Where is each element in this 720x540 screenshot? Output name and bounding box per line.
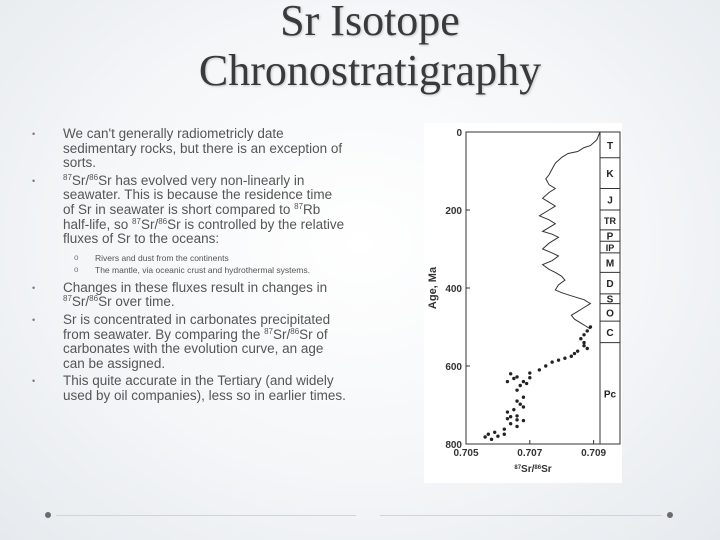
y-tick-label: 400	[445, 284, 462, 295]
bullet-text: Sr/	[140, 216, 159, 232]
bullet-list	[28, 127, 346, 404]
sr-isotope-figure	[424, 123, 622, 483]
bullet-item	[28, 281, 346, 310]
bullet-glyph: •	[32, 129, 36, 139]
divider-line	[56, 515, 356, 516]
x-tick-label: 0.707	[517, 448, 543, 459]
sample-point	[506, 380, 509, 383]
y-tick-label: 0	[456, 128, 462, 139]
superscript: 86	[89, 294, 99, 304]
bullet-text: Sr/	[273, 326, 291, 342]
superscript: 87	[294, 201, 304, 211]
bullet-text: Sr of carbonates with the evolution curve, an age can be assigned.	[63, 326, 328, 371]
bullet-text: Sr/	[71, 294, 90, 310]
title-line-2: Chronostratigraphy	[198, 46, 542, 95]
sample-point	[586, 329, 589, 332]
sample-point	[503, 427, 506, 430]
sample-point	[483, 435, 486, 438]
bullet-text: We can't generally radiometricly date sedimentary rocks, but there is an exception of sorts.	[63, 126, 343, 171]
title-line-1: Sr Isotope	[280, 0, 460, 45]
sample-point	[493, 431, 496, 434]
period-label: D	[606, 279, 614, 291]
bullet-item	[28, 374, 346, 403]
y-tick-label: 600	[445, 362, 462, 373]
sample-point	[487, 433, 490, 436]
sample-point	[509, 372, 512, 375]
slide-title	[60, 0, 680, 96]
sample-point	[525, 382, 528, 385]
sample-point	[509, 415, 512, 418]
period-label: Pc	[603, 389, 617, 401]
sample-point	[582, 333, 585, 336]
x-axis-label: $^{87}$Sr/$^{86}$Sr	[514, 464, 552, 475]
bullet-text: This quite accurate in the Tertiary (and widely used by oil companies), less so in earlier times.	[63, 373, 346, 403]
sample-point	[570, 355, 573, 358]
x-tick-label: 0.709	[581, 448, 607, 459]
sample-point	[515, 414, 518, 417]
sample-point	[515, 399, 518, 402]
sample-point	[528, 376, 531, 379]
superscript: 87	[63, 294, 72, 304]
sample-point	[544, 364, 547, 367]
superscript: 86	[89, 172, 99, 182]
sample-point	[506, 417, 509, 420]
bullet-item	[28, 174, 346, 247]
bullet-text: Changes in these fluxes result in changes in	[63, 279, 328, 295]
period-label: K	[606, 169, 614, 181]
sample-point	[579, 337, 582, 340]
bullet-glyph: •	[32, 376, 36, 387]
sample-point	[496, 435, 499, 438]
sample-point	[519, 384, 522, 387]
bullet-glyph: •	[32, 314, 36, 325]
sample-point	[586, 347, 589, 350]
bullet-text: Sr has evolved very non-linearly in seawater. This is because the residence time of Sr in seawater is short compared to	[63, 172, 333, 217]
sample-point	[506, 410, 509, 413]
period-label: IP	[605, 243, 615, 254]
sample-point	[538, 368, 541, 371]
sample-point	[512, 408, 515, 411]
sub-bullet-glyph: o	[74, 264, 79, 274]
superscript: 86	[290, 326, 300, 336]
sub-bullet-glyph: o	[74, 252, 79, 262]
period-label: J	[607, 195, 613, 207]
plot-frame	[466, 132, 620, 444]
bullet-text: Sr is concentrated in carbonates precipitated from seawater. By comparing the	[63, 311, 331, 342]
superscript: 87	[63, 172, 72, 182]
y-axis-label: Age, Ma	[427, 266, 439, 310]
sample-point	[503, 433, 506, 436]
superscript: 86	[158, 216, 168, 226]
sample-point	[528, 371, 531, 374]
period-label: P	[606, 231, 614, 243]
sample-point	[519, 403, 522, 406]
sub-bullet-item	[28, 253, 346, 263]
bullet-text: Sr is controlled by the relative fluxes of Sr to the oceans:	[63, 216, 345, 247]
corner-dot	[667, 512, 673, 518]
sample-point	[576, 349, 579, 352]
sample-point	[522, 380, 525, 383]
sample-point	[582, 341, 585, 344]
bullet-text: Sr/	[71, 172, 90, 188]
period-label: M	[605, 258, 615, 270]
period-label: O	[606, 308, 614, 320]
y-tick-label: 800	[445, 440, 462, 451]
superscript: 87	[132, 216, 141, 226]
bullet-glyph: •	[32, 175, 36, 186]
seawater-curve-line	[539, 132, 600, 329]
period-label: TR	[604, 215, 616, 226]
y-tick-label: 200	[445, 206, 462, 217]
superscript: 87	[264, 326, 273, 336]
x-tick-label: 0.705	[453, 448, 479, 459]
sample-point	[515, 425, 518, 428]
corner-dot	[45, 512, 51, 518]
period-label: S	[606, 294, 614, 306]
sample-point	[557, 358, 560, 361]
sample-point	[512, 377, 515, 380]
sr-isotope-chart	[424, 123, 622, 483]
sample-point	[582, 344, 585, 347]
sample-point	[589, 325, 592, 328]
sample-point	[550, 360, 553, 363]
sample-point	[563, 357, 566, 360]
bullet-item	[28, 127, 346, 171]
sample-point	[573, 352, 576, 355]
bullet-item	[28, 313, 346, 371]
sample-point	[515, 375, 518, 378]
bullet-glyph: •	[32, 282, 36, 293]
sample-point	[515, 418, 518, 421]
sample-point	[522, 405, 525, 408]
period-label: C	[606, 327, 614, 339]
divider-line	[380, 515, 662, 516]
sample-point	[490, 438, 493, 441]
sub-bullet-text: Rivers and dust from the continents	[95, 252, 229, 263]
sample-point	[522, 419, 525, 422]
bullet-text: Sr over time.	[98, 294, 175, 310]
sample-point	[522, 396, 525, 399]
sample-point	[515, 388, 518, 391]
sub-bullet-text: The mantle, via oceanic crust and hydrothermal systems.	[95, 264, 310, 275]
period-label: T	[606, 140, 614, 152]
sample-point	[509, 422, 512, 425]
sub-bullet-item	[28, 265, 346, 275]
bullet-text: Rb half-life, so	[63, 201, 321, 232]
